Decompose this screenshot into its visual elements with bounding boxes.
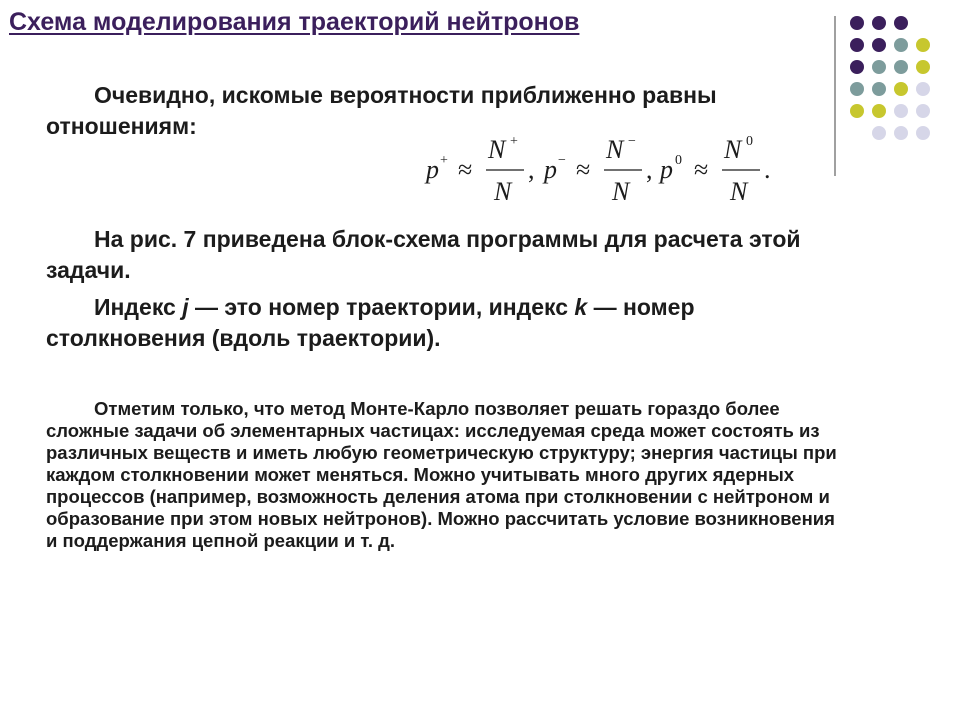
decorative-dot (894, 60, 908, 74)
indices-text-2: — это номер траектории, индекс (188, 294, 575, 320)
formula-numerator-sup-plus: + (510, 134, 518, 149)
decorative-dot (894, 126, 908, 140)
decorative-dot (850, 104, 864, 118)
formula-denominator-2: N (612, 177, 630, 206)
decorative-dot (872, 38, 886, 52)
formula-numerator-zero: N (724, 135, 742, 164)
formula-numerator-plus: N (488, 135, 506, 164)
decorative-dot (916, 126, 930, 140)
decorative-dot (872, 104, 886, 118)
decorative-dot (894, 104, 908, 118)
paragraph-probabilities: Очевидно, искомые вероятности приближенно равны отношениям: (46, 82, 717, 139)
formula-comma-1: , (528, 155, 535, 184)
decorative-dot (916, 60, 930, 74)
slide-title: Схема моделирования траекторий нейтронов (9, 8, 580, 36)
formula-denominator-1: N (494, 177, 512, 206)
paragraph-monte-carlo: Отметим только, что метод Монте-Карло позволяет решать гораздо более сложные задачи об элементарных частицах: исследуемая среда может состоять из различных веществ и иметь любую геометрическую структуру; энергия частицы при каждом столкновении может меняться. Можно учитывать много других ядерных процессов (например, возможность деления атома при столкновении с нейтроном и образование при этом новых нейтронов). Можно рассчитать условие возникновения и поддержания цепной реакции и т. д. (46, 398, 837, 551)
decorative-dot (894, 16, 908, 30)
decorative-dot (916, 104, 930, 118)
decorative-dot (916, 82, 930, 96)
decorative-dot (894, 38, 908, 52)
probability-formula (422, 128, 792, 212)
paragraph-block-diagram: На рис. 7 приведена блок-схема программы для расчета этой задачи. (46, 226, 801, 283)
formula-p-zero: p (660, 155, 673, 184)
formula-p-plus: p (426, 155, 439, 184)
formula-numerator-minus: N (606, 135, 624, 164)
formula-p-minus: p (544, 155, 557, 184)
formula-comma-2: , (646, 155, 653, 184)
formula-sup-minus: − (558, 153, 566, 168)
divider-line (834, 16, 836, 176)
indices-text-1: Индекс (94, 294, 183, 320)
index-j: j (182, 294, 189, 320)
decorative-dot (872, 82, 886, 96)
formula-numerator-sup-zero: 0 (746, 134, 753, 149)
formula-approx-3: ≈ (694, 155, 709, 184)
decorative-dot (872, 60, 886, 74)
paragraph-indices (46, 292, 806, 354)
decorative-dot (850, 38, 864, 52)
decorative-dot-grid (850, 16, 950, 156)
decorative-dot (872, 16, 886, 30)
formula-numerator-sup-minus: − (628, 134, 636, 149)
formula-period: . (764, 155, 771, 184)
decorative-dot (894, 82, 908, 96)
formula-sup-plus: + (440, 153, 448, 168)
index-k: k (574, 294, 588, 320)
decorative-dot (850, 82, 864, 96)
formula-sup-zero: 0 (675, 153, 682, 168)
formula-approx-1: ≈ (458, 155, 473, 184)
decorative-dot (850, 16, 864, 30)
formula-denominator-3: N (730, 177, 748, 206)
formula-approx-2: ≈ (576, 155, 591, 184)
decorative-dot (850, 60, 864, 74)
indices-text-3: — номер столкновения (вдоль траектории). (46, 294, 695, 351)
decorative-dot (916, 38, 930, 52)
decorative-dot (872, 126, 886, 140)
